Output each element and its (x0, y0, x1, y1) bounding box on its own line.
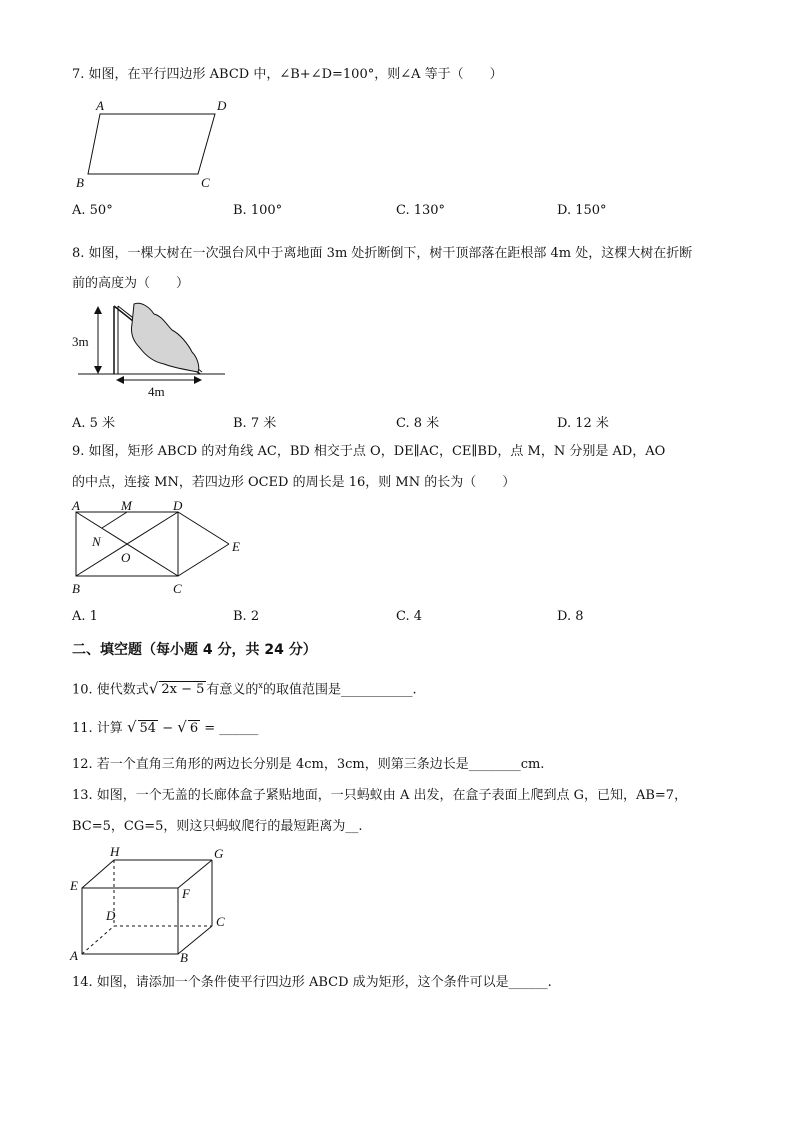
q8-label-distance: 4m (148, 384, 165, 399)
q11-radicand-2: 6 (189, 721, 199, 736)
q10-middle: 有意义的 (206, 682, 259, 698)
question-13-text-line1: 13. 如图，一个无盖的长廊体盒子紧贴地面，一只蚂蚁由 A 出发，在盒子表面上爬到点 G，已知，AB=7， (72, 788, 688, 803)
q7-label-d: D (217, 98, 227, 113)
q9-rectangle-figure (66, 496, 256, 600)
q13-label-b: B (180, 950, 188, 964)
q13-label-f: F (182, 886, 190, 901)
q9-label-a: A (72, 498, 80, 513)
q7-parallelogram-figure (70, 96, 240, 192)
question-8-text-line2: 前的高度为（ ） (72, 276, 190, 291)
q7-label-a: A (96, 98, 104, 113)
question-12-text: 12. 若一个直角三角形的两边长分别是 4cm，3cm，则第三条边长是________cm. (72, 757, 545, 772)
q11-radicand-1: 54 (139, 721, 157, 736)
q9-label-m: M (121, 498, 132, 513)
q9-label-b: B (72, 581, 80, 596)
q8-option-d: D. 12 米 (557, 416, 609, 431)
q9-label-e: E (232, 539, 240, 554)
q7-option-d: D. 150° (557, 203, 607, 218)
sqrt-icon: √ (177, 718, 187, 736)
q10-variable: x (258, 681, 263, 690)
q11-minus: − (162, 721, 174, 736)
q9-label-o: O (121, 550, 131, 565)
q9-option-b: B. 2 (233, 609, 260, 624)
q8-option-c: C. 8 米 (396, 416, 440, 431)
q10-radicand: 2x − 5 (161, 682, 205, 698)
q9-label-c: C (173, 581, 182, 596)
q8-label-height: 3m (72, 334, 89, 349)
q8-tree-figure (70, 298, 230, 404)
q7-option-b: B. 100° (233, 203, 283, 218)
q7-label-b: B (76, 175, 84, 190)
sqrt-icon: √ (148, 679, 159, 698)
sqrt-icon: √ (126, 718, 137, 736)
q13-label-g: G (214, 846, 224, 861)
q7-option-c: C. 130° (396, 203, 446, 218)
question-7-text: 7. 如图，在平行四边形 ABCD 中，∠B+∠D=100°，则∠A 等于（ ） (72, 67, 503, 82)
q9-label-d: D (173, 498, 183, 513)
question-9-text-line2: 的中点，连接 MN，若四边形 OCED 的周长是 16，则 MN 的长为（ ） (72, 475, 516, 490)
q9-option-c: C. 4 (396, 609, 423, 624)
q13-label-a: A (70, 948, 78, 963)
q8-option-b: B. 7 米 (233, 416, 277, 431)
question-10 (72, 677, 417, 699)
q10-prefix: 10. 使代数式 (72, 682, 149, 698)
section-2-heading: 二、填空题（每小题 4 分，共 24 分） (72, 642, 317, 658)
q7-label-c: C (201, 175, 210, 190)
q8-option-a: A. 5 米 (72, 416, 116, 431)
q11-prefix: 11. 计算 (72, 721, 123, 736)
q9-option-a: A. 1 (72, 609, 98, 624)
q13-label-c: C (216, 914, 225, 929)
q9-label-n: N (92, 534, 101, 549)
question-11 (72, 718, 258, 738)
q13-label-e: E (70, 878, 78, 893)
q11-suffix: = ______ (204, 721, 259, 736)
question-13-text-line2: BC=5，CG=5，则这只蚂蚁爬行的最短距离为__. (72, 819, 363, 834)
q13-label-h: H (110, 844, 120, 859)
q7-option-a: A. 50° (72, 203, 113, 218)
q9-option-d: D. 8 (557, 609, 584, 624)
question-9-text-line1: 9. 如图，矩形 ABCD 的对角线 AC，BD 相交于点 O，DE∥AC，CE∥BD，点 M，N 分别是 AD，AO (72, 444, 666, 459)
q10-suffix: 的取值范围是___________. (262, 682, 417, 698)
question-14-text: 14. 如图，请添加一个条件使平行四边形 ABCD 成为矩形，这个条件可以是______. (72, 975, 552, 990)
question-8-text-line1: 8. 如图，一棵大树在一次强台风中于离地面 3m 处折断倒下，树干顶部落在距根部 4m 处，这棵大树在折断 (72, 246, 693, 261)
q13-label-d: D (106, 908, 116, 923)
q13-box-figure (66, 840, 246, 964)
